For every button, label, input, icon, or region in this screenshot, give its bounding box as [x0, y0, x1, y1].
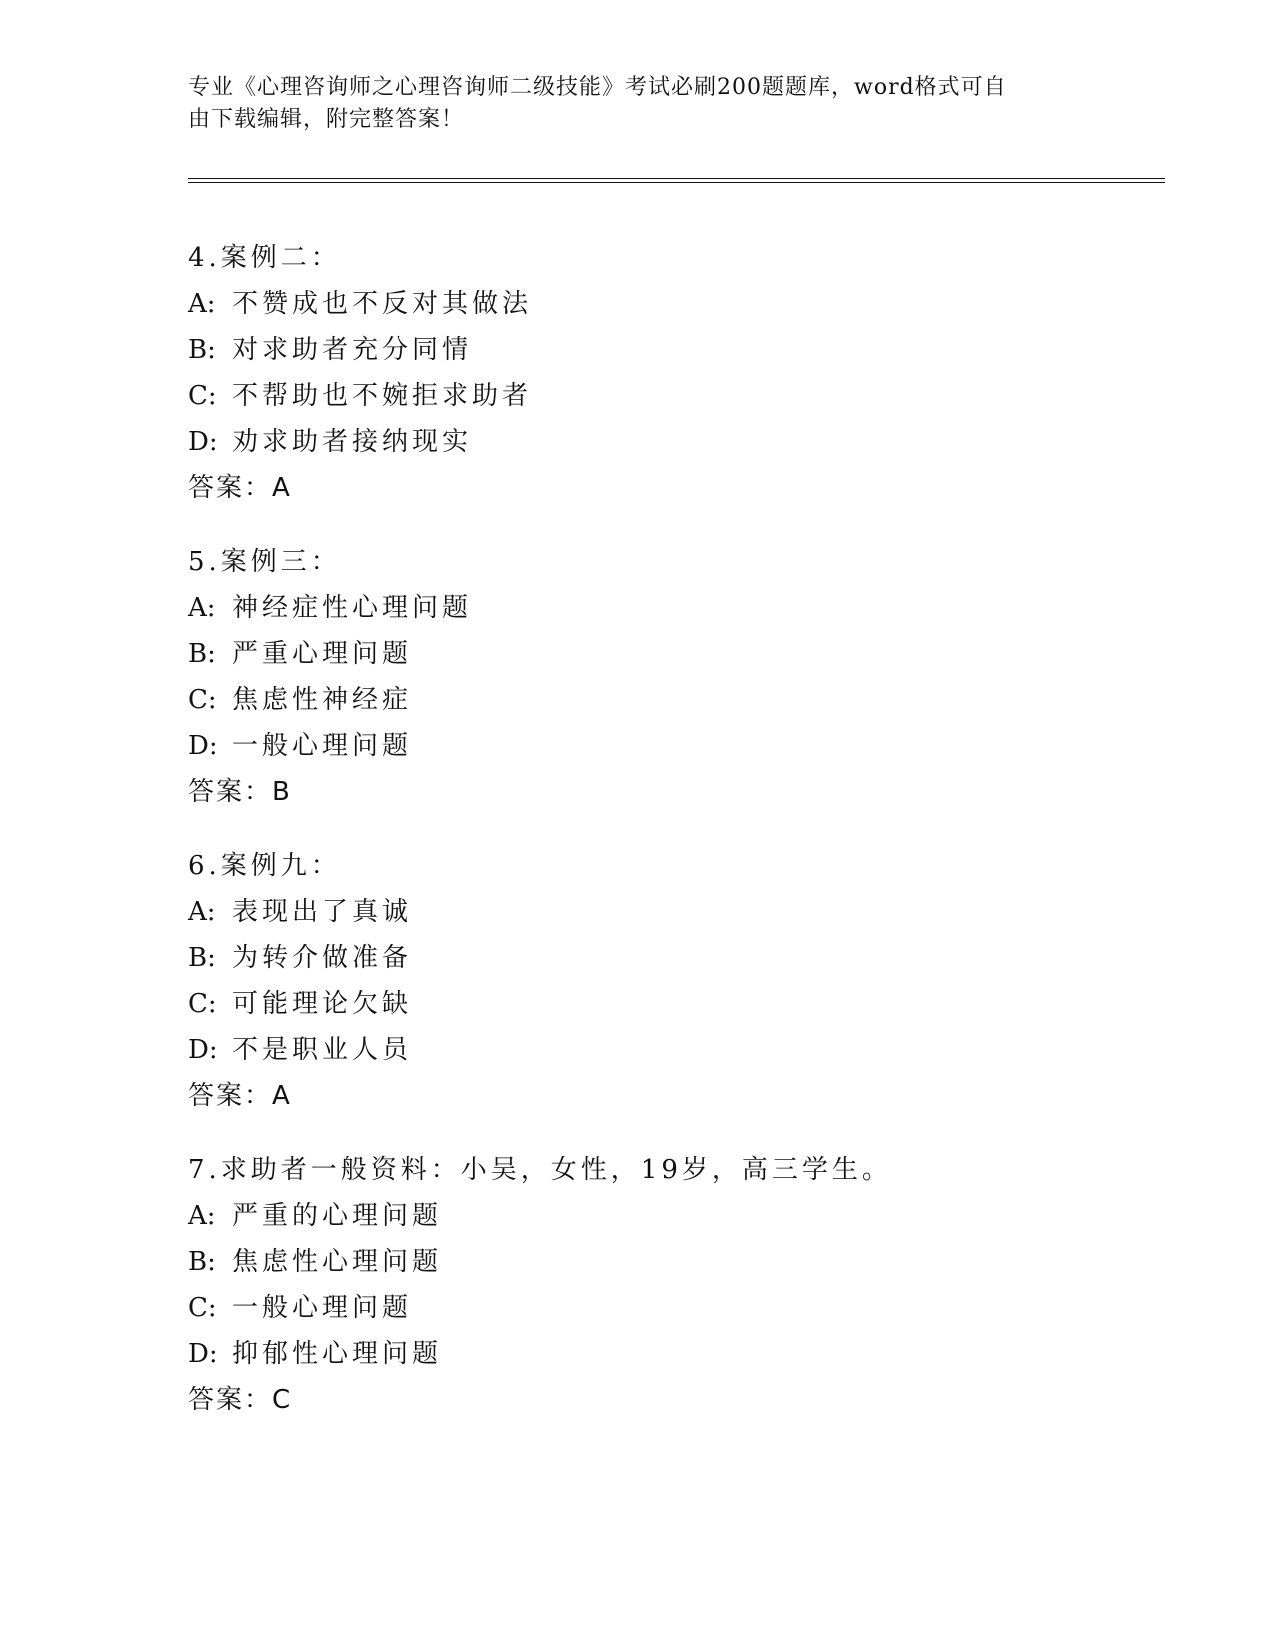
option-letter: A:	[188, 289, 216, 319]
question-stem: 5.案例三：	[188, 547, 341, 577]
option-letter: C:	[188, 1293, 217, 1323]
option-c	[188, 981, 1165, 1027]
answer-line: 答案：A	[188, 1081, 292, 1111]
question-7	[188, 1147, 1165, 1423]
option-letter: A:	[188, 1201, 216, 1231]
option-text: 劝求助者接纳现实	[232, 427, 473, 457]
option-b	[188, 935, 1165, 981]
option-c	[188, 373, 1165, 419]
option-letter: B:	[188, 335, 216, 365]
option-text: 对求助者充分同情	[232, 335, 473, 365]
answer-line: 答案：A	[188, 473, 292, 503]
option-b	[188, 1239, 1165, 1285]
option-letter: C:	[188, 381, 217, 411]
option-text: 严重心理问题	[232, 639, 413, 669]
question-stem: 7.求助者一般资料：小吴，女性，19岁，高三学生。	[188, 1155, 892, 1185]
option-text: 一般心理问题	[232, 1293, 413, 1323]
option-letter: D:	[188, 427, 218, 457]
document-header	[188, 72, 1068, 136]
option-text: 可能理论欠缺	[232, 989, 413, 1019]
option-letter: A:	[188, 897, 216, 927]
option-text: 神经症性心理问题	[232, 593, 473, 623]
option-text: 严重的心理问题	[232, 1201, 443, 1231]
question-stem: 4.案例二：	[188, 243, 341, 273]
option-text: 一般心理问题	[232, 731, 413, 761]
option-b	[188, 327, 1165, 373]
question-list	[188, 235, 1165, 1451]
option-b	[188, 631, 1165, 677]
option-a	[188, 281, 1165, 327]
option-letter: C:	[188, 685, 217, 715]
option-letter: C:	[188, 989, 217, 1019]
answer-line: 答案：B	[188, 777, 292, 807]
option-letter: D:	[188, 731, 218, 761]
option-a	[188, 585, 1165, 631]
option-c	[188, 1285, 1165, 1331]
option-d	[188, 419, 1165, 465]
answer-line: 答案：C	[188, 1385, 293, 1415]
option-text: 不帮助也不婉拒求助者	[232, 381, 533, 411]
question-stem: 6.案例九：	[188, 851, 341, 881]
option-letter: B:	[188, 943, 216, 973]
option-letter: D:	[188, 1035, 218, 1065]
option-text: 表现出了真诚	[232, 897, 413, 927]
option-text: 抑郁性心理问题	[232, 1339, 443, 1369]
question-4	[188, 235, 1165, 511]
option-letter: B:	[188, 639, 216, 669]
option-text: 焦虑性神经症	[232, 685, 413, 715]
option-d	[188, 1027, 1165, 1073]
option-d	[188, 723, 1165, 769]
option-a	[188, 1193, 1165, 1239]
header-line-1: 专业《心理咨询师之心理咨询师二级技能》考试必刷200题题库，word格式可自	[188, 75, 1007, 100]
option-letter: A:	[188, 593, 216, 623]
option-a	[188, 889, 1165, 935]
header-divider	[188, 178, 1165, 183]
question-5	[188, 539, 1165, 815]
option-d	[188, 1331, 1165, 1377]
header-line-2: 由下载编辑，附完整答案！	[188, 107, 465, 132]
option-letter: D:	[188, 1339, 218, 1369]
question-6	[188, 843, 1165, 1119]
option-text: 不是职业人员	[232, 1035, 413, 1065]
option-text: 焦虑性心理问题	[232, 1247, 443, 1277]
option-text: 不赞成也不反对其做法	[232, 289, 533, 319]
option-text: 为转介做准备	[232, 943, 413, 973]
option-letter: B:	[188, 1247, 216, 1277]
option-c	[188, 677, 1165, 723]
